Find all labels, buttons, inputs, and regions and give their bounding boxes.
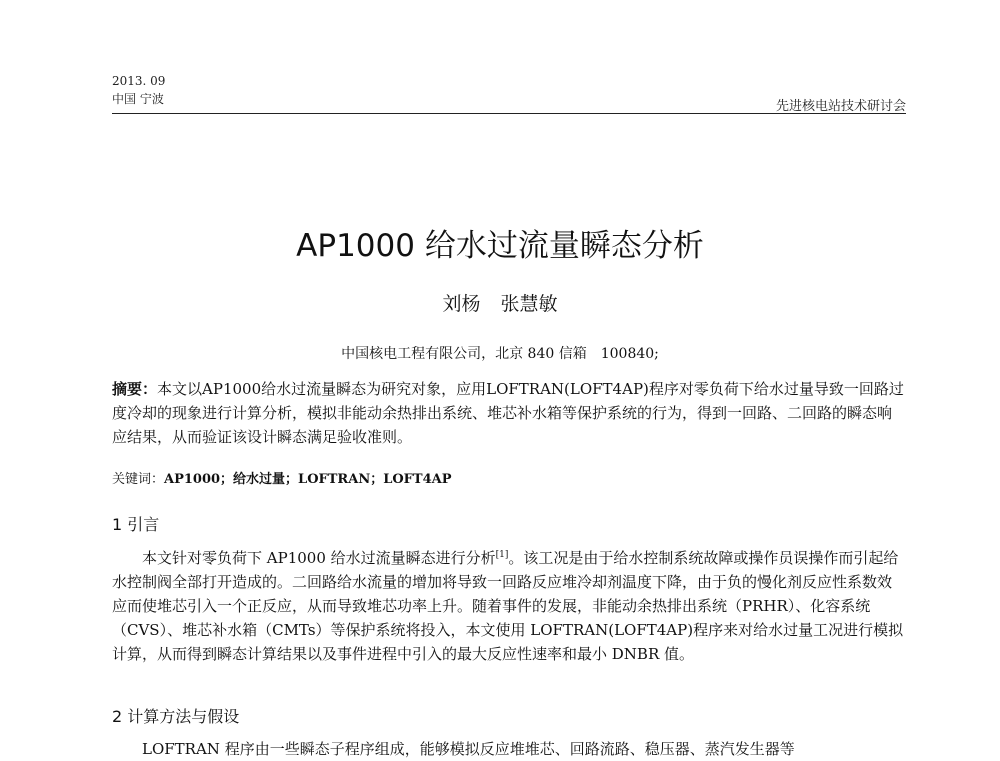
abstract-label: 摘要： xyxy=(112,380,158,398)
citation-marker: [1] xyxy=(495,550,509,560)
abstract xyxy=(112,377,906,449)
keywords-text: AP1000；给水过量；LOFTRAN；LOFT4AP xyxy=(164,472,452,487)
paper-affiliation: 中国核电工程有限公司，北京 840 信箱 100840; xyxy=(341,346,659,362)
keywords-label: 关键词： xyxy=(112,472,165,487)
header-location: 中国 宁波 xyxy=(112,92,164,106)
header-meta xyxy=(112,72,165,108)
section-2-heading: 2 计算方法与假设 xyxy=(112,707,240,726)
paper-title: AP1000 给水过流量瞬态分析 xyxy=(296,228,704,264)
section-1-heading: 1 引言 xyxy=(112,515,160,534)
section-1-body xyxy=(112,546,906,666)
header-conference: 先进核电站技术研讨会 xyxy=(775,99,906,114)
section-1-text-before: 本文针对零负荷下 AP1000 给水过流量瞬态进行分析 xyxy=(142,549,496,567)
abstract-text: 本文以AP1000给水过流量瞬态为研究对象，应用LOFTRAN(LOFT4AP)程序对零负荷下给水过量导致一回路过度冷却的现象进行计算分析，模拟非能动余热排出系统、堆芯补水箱等保护系统的行为，得到一回路、二回路的瞬态响应结果，从而验证该设计瞬态满足验收准则。 xyxy=(112,380,904,446)
header-date: 2013. 09 xyxy=(112,74,166,88)
paper-authors: 刘杨 张慧敏 xyxy=(442,293,558,315)
section-1-text-after: 。该工况是由于给水控制系统故障或操作员误操作而引起给水控制阀全部打开造成的。二回路给水流量的增加将导致一回路反应堆冷却剂温度下降，由于负的慢化剂反应性系数效应而使堆芯引入一个正反应，从而导致堆芯功率上升。随着事件的发展，非能动余热排出系统（PRHR）、化容系统（CVS）、堆芯补水箱（CMTs）等保护系统将投入，本文使用 LOFTRAN(LOFT4AP)程序来对给水过量工况进行模拟计算，从而得到瞬态计算结果以及事件进程中引入的最大反应性速率和最小 DNBR 值。 xyxy=(112,549,904,663)
section-2-body: LOFTRAN 程序由一些瞬态子程序组成，能够模拟反应堆堆芯、回路流路、稳压器、蒸汽发生器等 xyxy=(142,740,795,758)
header-divider xyxy=(112,113,906,114)
keywords xyxy=(112,468,906,492)
